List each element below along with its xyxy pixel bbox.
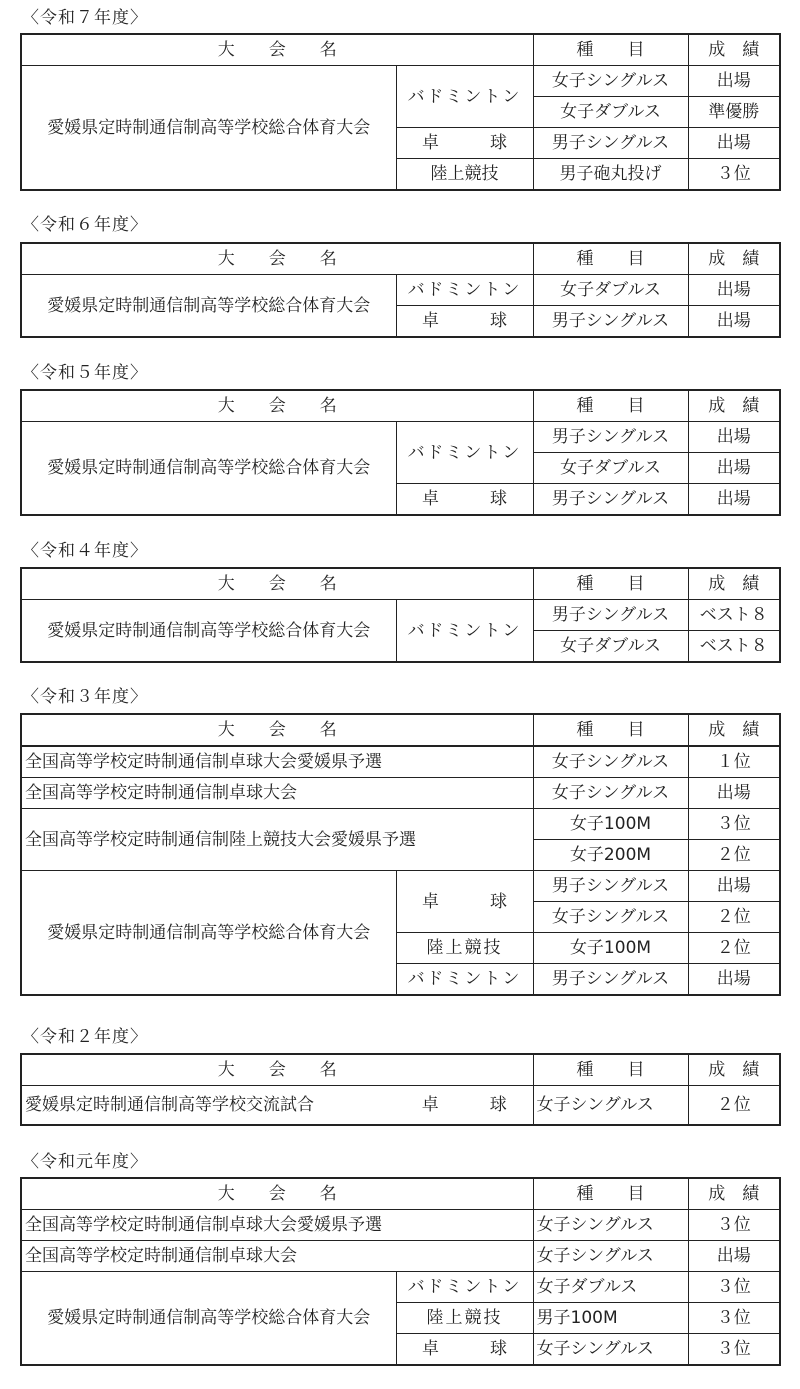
results-table [20, 242, 781, 338]
header-result: 成 績 [688, 34, 780, 66]
header-name: 大 会 名 [21, 1054, 533, 1086]
header-result: 成 績 [688, 390, 780, 422]
sport-name: バドミントン [396, 964, 533, 996]
sport-name: バドミントン [396, 1272, 533, 1303]
table-header-row [21, 568, 780, 600]
table-row [21, 600, 780, 631]
header-event: 種 目 [533, 1054, 688, 1086]
table-header-row [21, 714, 780, 746]
sport-name: バドミントン [396, 275, 533, 306]
sport-name: 卓 球 [396, 306, 533, 338]
result: 出場 [688, 275, 780, 306]
event-name: 女子シングルス [533, 1086, 688, 1126]
result: ３位 [688, 1272, 780, 1303]
header-result: 成 績 [688, 714, 780, 746]
sport-name: 卓 球 [396, 1086, 533, 1126]
competition-name: 愛媛県定時制通信制高等学校総合体育大会 [21, 871, 396, 996]
competition-name: 全国高等学校定時制通信制陸上競技大会愛媛県予選 [21, 809, 533, 871]
result: 出場 [688, 778, 780, 809]
table-row [21, 778, 780, 809]
competition-name: 愛媛県定時制通信制高等学校総合体育大会 [21, 1272, 396, 1366]
table-header-row [21, 34, 780, 66]
year-title: 〈令和４年度〉 [22, 541, 148, 561]
competition-name: 全国高等学校定時制通信制卓球大会愛媛県予選 [21, 1210, 533, 1241]
header-name: 大 会 名 [21, 243, 533, 275]
table-header-row [21, 1178, 780, 1210]
results-table [20, 1053, 781, 1126]
year-title: 〈令和７年度〉 [22, 8, 148, 28]
header-result: 成 績 [688, 568, 780, 600]
result: ３位 [688, 159, 780, 191]
sport-name: 陸上競技 [396, 933, 533, 964]
event-name: 女子シングルス [533, 902, 688, 933]
event-name: 女子シングルス [533, 1334, 688, 1366]
header-event: 種 目 [533, 390, 688, 422]
year-title: 〈令和２年度〉 [22, 1027, 148, 1047]
competition-name: 愛媛県定時制通信制高等学校交流試合 [21, 1086, 396, 1126]
result: ３位 [688, 1334, 780, 1366]
event-name: 男子シングルス [533, 871, 688, 902]
event-name: 男子シングルス [533, 964, 688, 996]
table-header-row [21, 1054, 780, 1086]
result: 出場 [688, 871, 780, 902]
year-title: 〈令和６年度〉 [22, 215, 148, 235]
results-table [20, 1177, 781, 1366]
event-name: 男子シングルス [533, 306, 688, 338]
result: ベスト８ [688, 600, 780, 631]
table-row [21, 871, 780, 902]
results-table [20, 713, 781, 996]
sport-name: 卓 球 [396, 871, 533, 933]
sport-name: 卓 球 [396, 128, 533, 159]
event-name: 女子200M [533, 840, 688, 871]
table-header-row [21, 243, 780, 275]
result: ３位 [688, 1210, 780, 1241]
result: 出場 [688, 306, 780, 338]
table-row [21, 1086, 780, 1126]
header-event: 種 目 [533, 1178, 688, 1210]
table-header-row [21, 390, 780, 422]
sport-name: 陸上競技 [396, 1303, 533, 1334]
event-name: 男子100M [533, 1303, 688, 1334]
results-table [20, 389, 781, 516]
result: ２位 [688, 840, 780, 871]
event-name: 女子シングルス [533, 746, 688, 778]
table-row [21, 809, 780, 840]
header-name: 大 会 名 [21, 714, 533, 746]
header-event: 種 目 [533, 714, 688, 746]
result: ２位 [688, 902, 780, 933]
result: 出場 [688, 484, 780, 516]
competition-name: 愛媛県定時制通信制高等学校総合体育大会 [21, 600, 396, 663]
sport-name: 卓 球 [396, 484, 533, 516]
event-name: 男子砲丸投げ [533, 159, 688, 191]
table-row [21, 1272, 780, 1303]
table-row [21, 746, 780, 778]
table-row [21, 275, 780, 306]
header-result: 成 績 [688, 1178, 780, 1210]
result: ３位 [688, 809, 780, 840]
result: ２位 [688, 933, 780, 964]
event-name: 女子ダブルス [533, 631, 688, 663]
event-name: 女子100M [533, 933, 688, 964]
result: ２位 [688, 1086, 780, 1126]
event-name: 女子ダブルス [533, 275, 688, 306]
competition-name: 全国高等学校定時制通信制卓球大会 [21, 778, 533, 809]
event-name: 女子シングルス [533, 1241, 688, 1272]
header-name: 大 会 名 [21, 34, 533, 66]
sport-name: 卓 球 [396, 1334, 533, 1366]
table-row [21, 1210, 780, 1241]
event-name: 男子シングルス [533, 422, 688, 453]
event-name: 女子ダブルス [533, 97, 688, 128]
header-result: 成 績 [688, 1054, 780, 1086]
year-title: 〈令和３年度〉 [22, 687, 148, 707]
header-name: 大 会 名 [21, 390, 533, 422]
result: ベスト８ [688, 631, 780, 663]
result: 出場 [688, 128, 780, 159]
header-name: 大 会 名 [21, 1178, 533, 1210]
result: 出場 [688, 66, 780, 97]
result: 出場 [688, 964, 780, 996]
table-row [21, 66, 780, 97]
event-name: 女子ダブルス [533, 453, 688, 484]
competition-name: 全国高等学校定時制通信制卓球大会 [21, 1241, 533, 1272]
competition-name: 愛媛県定時制通信制高等学校総合体育大会 [21, 422, 396, 516]
header-event: 種 目 [533, 243, 688, 275]
table-row [21, 422, 780, 453]
result: 準優勝 [688, 97, 780, 128]
competition-name: 愛媛県定時制通信制高等学校総合体育大会 [21, 275, 396, 338]
event-name: 女子シングルス [533, 66, 688, 97]
header-name: 大 会 名 [21, 568, 533, 600]
sport-name: バドミントン [396, 600, 533, 663]
event-name: 女子100M [533, 809, 688, 840]
event-name: 男子シングルス [533, 128, 688, 159]
year-title: 〈令和元年度〉 [22, 1152, 148, 1172]
event-name: 男子シングルス [533, 484, 688, 516]
year-title: 〈令和５年度〉 [22, 363, 148, 383]
event-name: 男子シングルス [533, 600, 688, 631]
sport-name: 陸上競技 [396, 159, 533, 191]
result: ３位 [688, 1303, 780, 1334]
result: 出場 [688, 453, 780, 484]
result: １位 [688, 746, 780, 778]
header-event: 種 目 [533, 568, 688, 600]
result: 出場 [688, 1241, 780, 1272]
result: 出場 [688, 422, 780, 453]
event-name: 女子シングルス [533, 1210, 688, 1241]
results-table [20, 567, 781, 663]
table-row [21, 1241, 780, 1272]
header-event: 種 目 [533, 34, 688, 66]
event-name: 女子シングルス [533, 778, 688, 809]
sport-name: バドミントン [396, 66, 533, 128]
header-result: 成 績 [688, 243, 780, 275]
event-name: 女子ダブルス [533, 1272, 688, 1303]
competition-name: 愛媛県定時制通信制高等学校総合体育大会 [21, 66, 396, 191]
sport-name: バドミントン [396, 422, 533, 484]
competition-name: 全国高等学校定時制通信制卓球大会愛媛県予選 [21, 746, 533, 778]
results-table [20, 33, 781, 191]
